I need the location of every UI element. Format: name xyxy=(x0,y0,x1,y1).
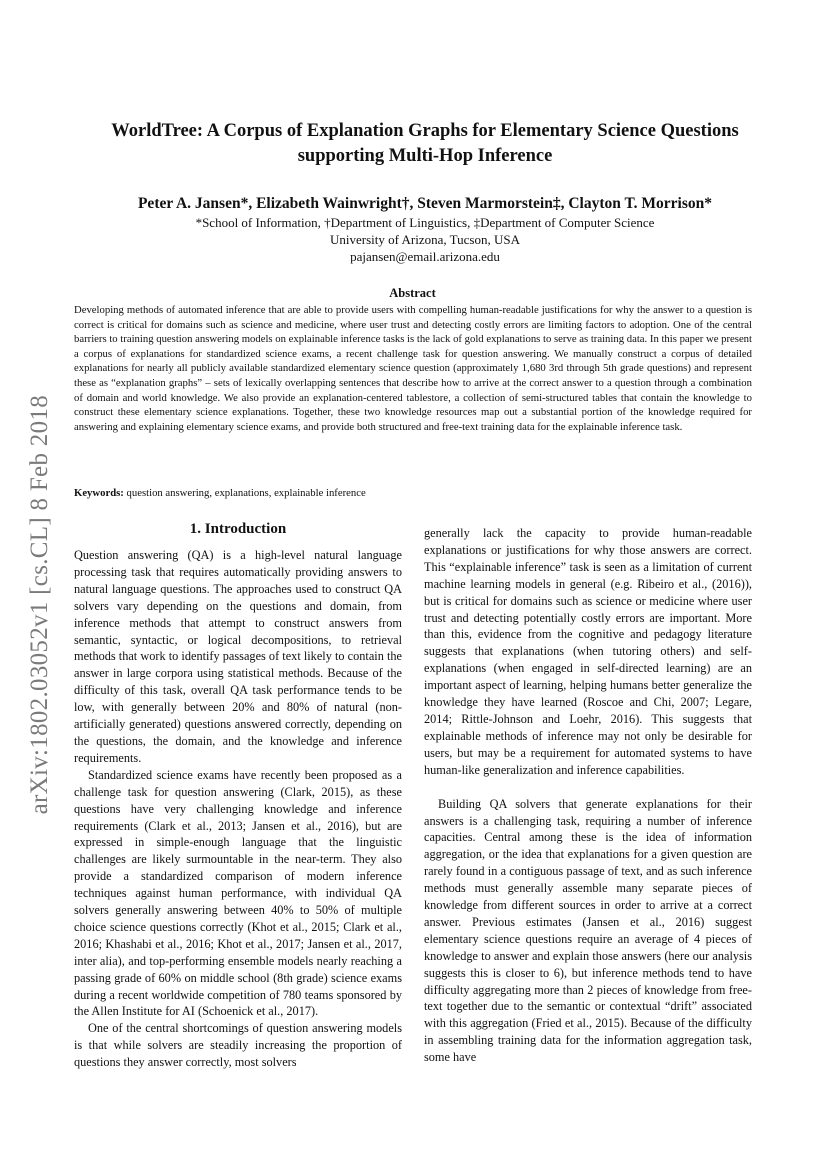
keywords xyxy=(74,486,752,500)
author-list: Peter A. Jansen*, Elizabeth Wainwright†, Steven Marmorstein‡, Clayton T. Morrison* xyxy=(137,195,713,212)
abstract-body xyxy=(74,303,752,434)
keywords-list: question answering, explanations, explainable inference xyxy=(126,487,366,499)
keywords-label: Keywords: xyxy=(74,487,124,499)
intro-paragraph-3: One of the central shortcomings of question answering models is that while solvers are steadily increasing the proportion of questions they answer correctly, most solvers xyxy=(74,1021,402,1070)
affiliations xyxy=(80,214,770,265)
affiliation-departments: *School of Information, †Department of Linguistics, ‡Department of Computer Science xyxy=(195,215,655,230)
section-heading-introduction: 1. Introduction xyxy=(189,521,287,537)
arxiv-stamp: arXiv:1802.03052v1 [cs.CL] 8 Feb 2018 xyxy=(26,395,53,815)
left-column xyxy=(74,547,402,1071)
abstract-heading: Abstract xyxy=(389,286,436,300)
affiliation-university: University of Arizona, Tucson, USA xyxy=(330,232,520,247)
intro-paragraph-4: generally lack the capacity to provide human-readable explanations or justifications for why those answers are correct. This “explainable inference” task is seen as a limitation of current machine learning models in general (e.g. Ribeiro et al., (2016)), but is critical for domains such as science or medicine where user trust and detecting potentially costly errors are important. More than this, evidence from the cognitive and pedagogy literature suggests that explanations (when tutoring others) and self-explanations (when engaged in self-directed learning) are an important aspect of learning, helping humans better generalize the knowledge they have learned (Roscoe and Chi, 2007; Legare, 2014; Rittle-Johnson and Loehr, 2016). This suggests that explainable methods of inference may not only be desirable for users, but may be a requirement for automated systems to have human-like generalization and inference capabilities. xyxy=(424,526,752,777)
paper-title: WorldTree: A Corpus of Explanation Graphs for Elementary Science Questions supporting Multi-Hop Inference xyxy=(111,121,739,166)
intro-paragraph-1: Question answering (QA) is a high-level natural language processing task that requires automatically providing answers to natural language questions. The approaches used to construct QA solvers vary depending on the questions and domain, from inference methods that attempt to construct answers from semantic, syntactic, or logical decompositions, to retrieval methods that work to identify passages of text likely to contain the answer in large corpora using statistical methods. Because of the difficulty of this task, overall QA task performance tends to be low, with generally between 20% and 80% of natural (non-artificially generated) questions answered correctly, depending on the questions, the domain, and the knowledge and inference requirements. xyxy=(74,548,402,765)
right-column xyxy=(424,525,752,1066)
intro-paragraph-2: Standardized science exams have recently been proposed as a challenge task for question answering (Clark, 2015), as these questions have very challenging knowledge and inference requirements (Clark et al., 2013; Jansen et al., 2016), but are expressed in simple-enough language that the linguistic challenges are likely surmountable in the near-term. They also provide a standardized comparison of modern inference techniques against human performance, with individual QA solvers generally answering between 40% to 50% of multiple choice science questions correctly (Khot et al., 2015; Clark et al., 2016; Khashabi et al., 2016; Khot et al., 2017; Jansen et al., 2017, inter alia), and top-performing ensemble models nearly reaching a passing grade of 60% on middle school (8th grade) science exams during a recent worldwide competition of 780 teams sponsored by the Allen Institute for AI (Schoenick et al., 2017). xyxy=(74,767,402,1019)
contact-email[interactable]: pajansen@email.arizona.edu xyxy=(350,249,500,264)
intro-paragraph-5: Building QA solvers that generate explanations for their answers is a challenging task, requiring a number of inference capacities. Central among these is the idea of information aggregation, or the idea that explanations for a given question are rarely found in a contiguous passage of text, and as such inference methods must generally assemble many separate pieces of knowledge from different sources in order to arrive at a correct answer. Previous estimates (Jansen et al., 2016) suggest elementary science questions require an average of 4 pieces of knowledge to answer and explain those answers (here our analysis suggests this is closer to 6), but inference methods tend to have difficulty aggregating more than 2 pieces of knowledge from free-text together due to the semantic or contextual “drift” associated with this aggregation (Fried et al., 2015). Because of the difficulty in assembling training data for the information aggregation task, some have xyxy=(424,796,752,1065)
abstract-text: Developing methods of automated inference that are able to provide users with compelling human-readable justifications for why the answer to a question is correct is critical for domains such as science and medicine, where user trust and detecting costly errors are limiting factors to adoption. One of the central barriers to training question answering models on explainable inference tasks is the lack of gold explanations to serve as training data. In this paper we present a corpus of explanations for standardized science exams, a recent challenge task for question answering. We manually construct a corpus of detailed explanations for nearly all publicly available standardized elementary science question (approximately 1,680 3rd through 5th grade questions) and represent these as “explanation graphs” – sets of lexically overlapping sentences that describe how to arrive at the correct answer to a question through a combination of domain and world knowledge. We also provide an explanation-centered tablestore, a collection of semi-structured tables that contain the knowledge to construct these elementary science explanations. Together, these two knowledge resources map out a substantial portion of the knowledge required for answering and explaining elementary science exams, and provide both structured and free-text training data for the explainable inference task. xyxy=(74,304,752,433)
